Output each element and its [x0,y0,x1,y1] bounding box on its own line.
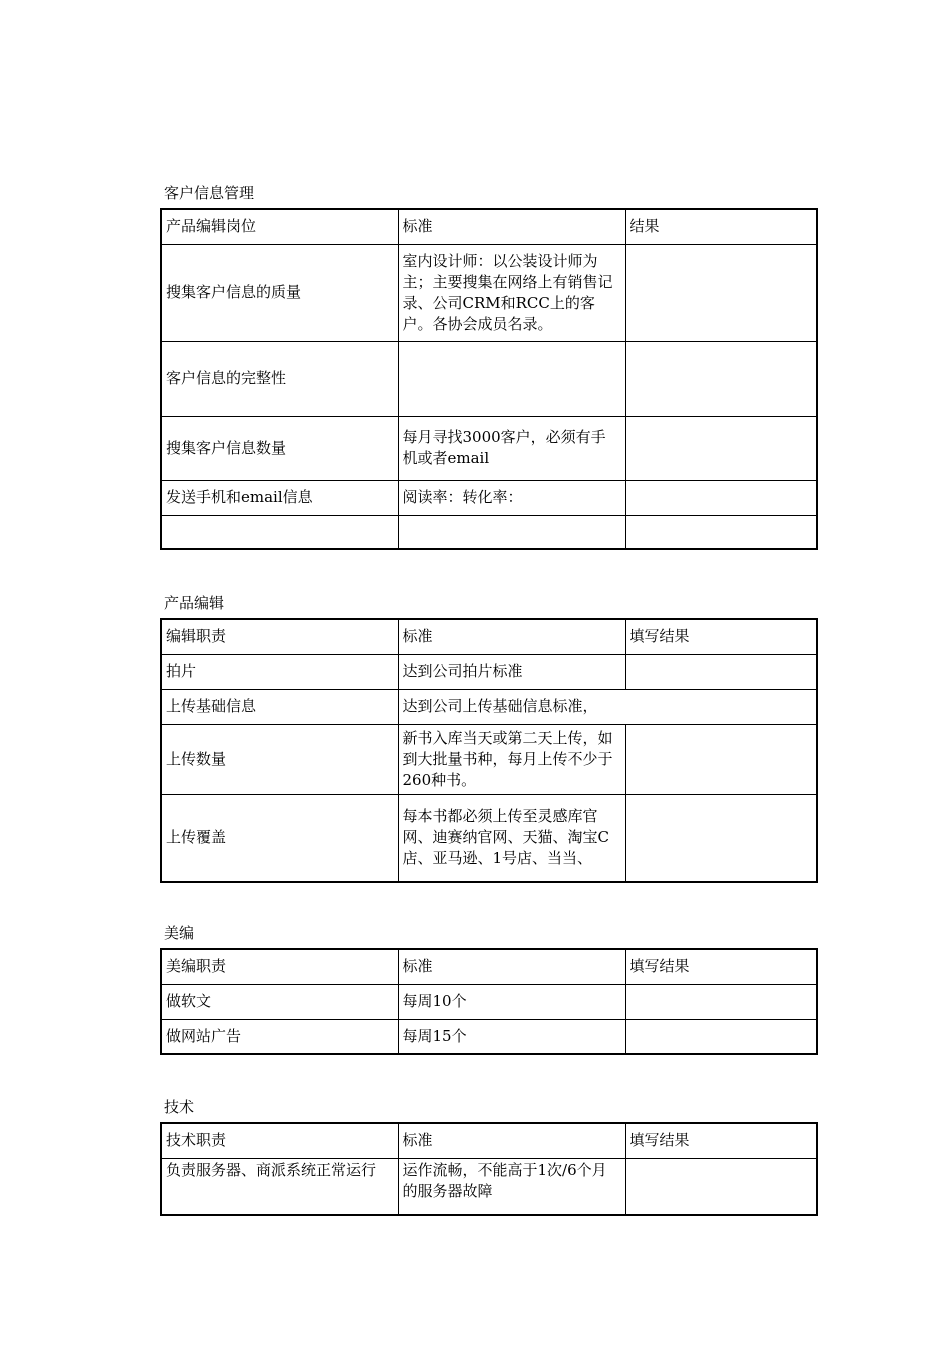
table-row [161,416,817,480]
table-cell [398,341,625,416]
table-cell: 室内设计师：以公装设计师为主；主要搜集在网络上有销售记录、公司CRM和RCC上的客户。各协会成员名录。 [398,244,625,341]
table-cell [161,515,398,549]
table-cell: 阅读率：转化率： [398,480,625,515]
table-cell: 做软文 [161,984,398,1019]
header-cell: 填写结果 [625,619,817,654]
table-cell: 达到公司上传基础信息标准， [398,689,817,724]
table-cell: 上传覆盖 [161,794,398,882]
table-cell [625,654,817,689]
header-cell: 填写结果 [625,949,817,984]
table-cell: 每月寻找3000客户，必须有手机或者email [398,416,625,480]
table-cell: 发送手机和email信息 [161,480,398,515]
header-cell: 美编职责 [161,949,398,984]
table-cell [398,515,625,549]
table-cell [625,416,817,480]
table-row [161,794,817,882]
table-cell: 每本书都必须上传至灵感库官网、迪赛纳官网、天猫、淘宝C店、亚马逊、1号店、当当、 [398,794,625,882]
header-cell: 技术职责 [161,1123,398,1158]
table-row [161,689,817,724]
section-title-art-editing: 美编 [164,924,195,942]
table-row [161,480,817,515]
table-row [161,1158,817,1215]
table-cell [625,515,817,549]
table-cell [625,794,817,882]
table-cell: 每周10个 [398,984,625,1019]
table-row [161,244,817,341]
table-header-row [161,949,817,984]
product-editing-table [160,618,818,883]
table-row [161,984,817,1019]
header-cell: 填写结果 [625,1123,817,1158]
header-cell: 编辑职责 [161,619,398,654]
table-cell: 上传基础信息 [161,689,398,724]
table-cell: 每周15个 [398,1019,625,1054]
table-cell: 达到公司拍片标准 [398,654,625,689]
table-row [161,1019,817,1054]
table-row [161,654,817,689]
table-cell: 运作流畅，不能高于1次/6个月的服务器故障 [398,1158,625,1215]
table-cell: 上传数量 [161,724,398,794]
table-cell: 客户信息的完整性 [161,341,398,416]
table-cell: 负责服务器、商派系统正常运行 [161,1158,398,1215]
table-cell: 新书入库当天或第二天上传，如到大批量书种，每月上传不少于260种书。 [398,724,625,794]
table-cell [625,244,817,341]
table-header-row [161,209,817,244]
customer-info-table [160,208,818,550]
table-cell: 做网站广告 [161,1019,398,1054]
table-row [161,724,817,794]
art-editing-table [160,948,818,1055]
table-cell [625,341,817,416]
header-cell: 结果 [625,209,817,244]
table-header-row [161,1123,817,1158]
header-cell: 标准 [398,1123,625,1158]
table-cell [625,984,817,1019]
technical-table [160,1122,818,1216]
section-title-customer-info: 客户信息管理 [164,184,255,202]
section-title-product-editing: 产品编辑 [164,594,225,612]
header-cell: 标准 [398,949,625,984]
table-cell [625,480,817,515]
table-cell: 搜集客户信息数量 [161,416,398,480]
table-cell [625,724,817,794]
table-row [161,341,817,416]
table-cell [625,1158,817,1215]
table-header-row [161,619,817,654]
table-cell: 搜集客户信息的质量 [161,244,398,341]
header-cell: 产品编辑岗位 [161,209,398,244]
table-cell: 拍片 [161,654,398,689]
table-row [161,515,817,549]
section-title-technical: 技术 [164,1098,195,1116]
header-cell: 标准 [398,209,625,244]
header-cell: 标准 [398,619,625,654]
table-cell [625,1019,817,1054]
